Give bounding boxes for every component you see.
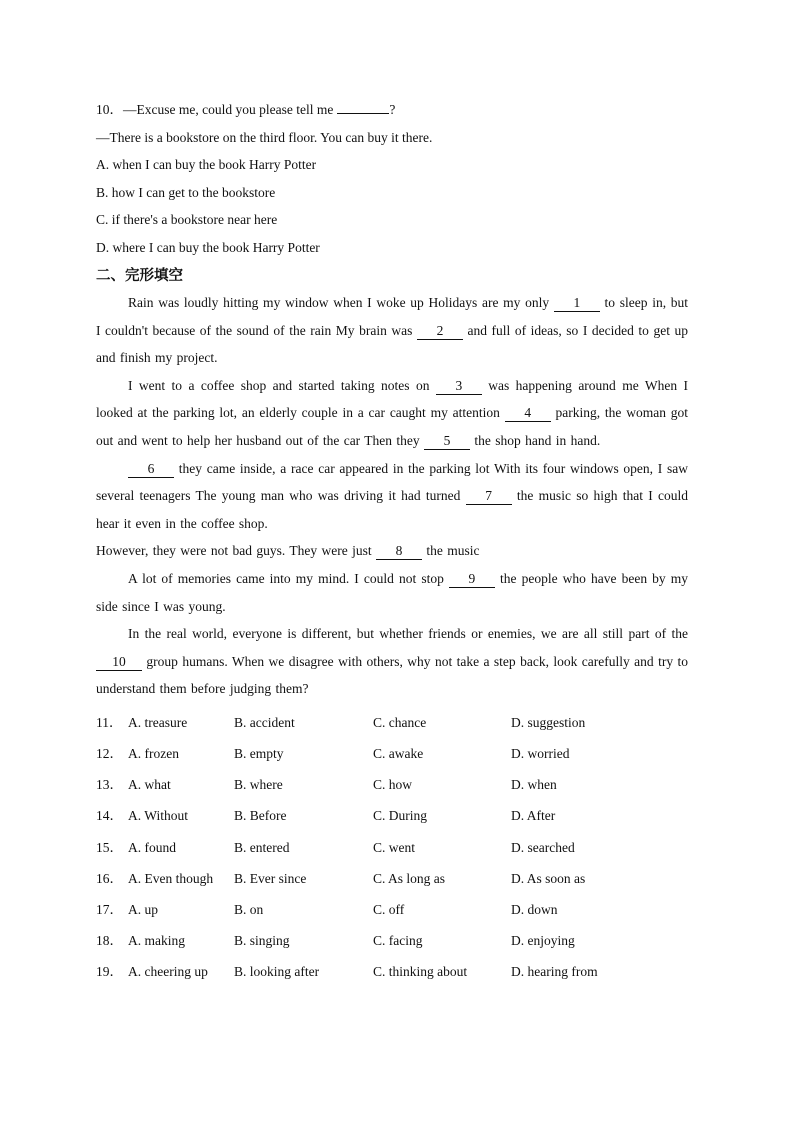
- option-d: D. where I can buy the book Harry Potter: [96, 239, 320, 255]
- passage-text: parking, the woman got out and went to help her husband out of the car Then they: [96, 405, 689, 448]
- option-a: A. frozen: [128, 746, 179, 762]
- passage-paragraph-5: [96, 565, 688, 620]
- option-c: C. As long as: [373, 870, 446, 886]
- option-b: B. Before: [234, 808, 287, 824]
- option-c: C. if there's a bookstore near here: [96, 212, 278, 227]
- question-number: 14．: [96, 808, 123, 824]
- option-c: C. facing: [373, 933, 423, 949]
- option-c: C. went: [373, 839, 415, 855]
- question-number: 19．: [96, 964, 123, 980]
- worksheet-page: [96, 96, 688, 988]
- option-row: [96, 707, 688, 738]
- option-d: D. After: [511, 808, 556, 824]
- answer-blank: [337, 97, 389, 114]
- question-prompt-end: ?: [389, 102, 396, 117]
- option-b: B. entered: [234, 839, 290, 855]
- option-b: B. how I can get to the bookstore: [96, 184, 276, 200]
- option-b: B. looking after: [234, 964, 320, 980]
- cloze-blank-8: 8: [376, 543, 422, 560]
- passage-text: the people who have been by my side since I was young.: [96, 570, 688, 614]
- option-b: B. on: [234, 902, 264, 918]
- option-c: C. chance: [373, 714, 427, 730]
- question-number: 17．: [96, 902, 123, 918]
- passage-text: In the real world, everyone is different, but whether friends or enemies, we are all still part of the: [128, 626, 688, 642]
- passage-text: group humans. When we disagree with others, why not take a step back, look carefully and try to understand them before judging them?: [96, 653, 689, 697]
- option-b: B. Ever since: [234, 870, 307, 886]
- option-row: [96, 769, 688, 800]
- option-d: D. when: [511, 777, 557, 793]
- question-prompt-text: 10．—Excuse me, could you please tell me: [96, 102, 334, 117]
- passage-text: A lot of memories came into my mind. I could not stop: [128, 570, 444, 586]
- passage-text: However, they were not bad guys. They were just: [96, 543, 372, 559]
- option-d: D. As soon as: [511, 870, 586, 886]
- option-c: C. how: [373, 777, 413, 793]
- cloze-blank-5: 5: [424, 433, 470, 450]
- option-a: A. found: [128, 839, 176, 855]
- passage-paragraph-4: [96, 537, 688, 565]
- question-prompt: [96, 96, 688, 124]
- cloze-blank-6: 6: [128, 461, 174, 478]
- option-a: A. what: [128, 777, 171, 793]
- cloze-blank-3: 3: [436, 378, 482, 395]
- option-row: [96, 738, 688, 769]
- option-row: [96, 894, 688, 925]
- question-10: [96, 96, 688, 261]
- option-row: [96, 832, 688, 863]
- option-d: D. searched: [511, 839, 575, 855]
- question-number: 16．: [96, 870, 123, 886]
- question-number: 15．: [96, 839, 123, 855]
- option-d: D. down: [511, 902, 558, 918]
- option-a: A. cheering up: [128, 964, 208, 980]
- option-d: D. worried: [511, 746, 570, 762]
- passage-text: and full of ideas, so I decided to get up and finish my project.: [96, 322, 689, 366]
- option-row: [96, 925, 688, 956]
- question-number: 11．: [96, 714, 123, 730]
- passage-text: was happening around me When I looked at the parking lot, an elderly couple in a car caught my attention: [96, 377, 688, 421]
- cloze-blank-1: 1: [554, 295, 600, 312]
- option-b: B. accident: [234, 714, 295, 730]
- option-c: C. awake: [373, 746, 424, 762]
- option-c: C. During: [373, 808, 427, 824]
- option-d: D. suggestion: [511, 714, 586, 730]
- option-c: C. thinking about: [373, 964, 468, 980]
- passage-text: the shop hand in hand.: [474, 432, 601, 448]
- passage-paragraph-1: [96, 289, 688, 372]
- question-number: 13．: [96, 777, 123, 793]
- option-row: [96, 863, 688, 894]
- option-d: D. hearing from: [511, 964, 598, 980]
- option-a: A. up: [128, 902, 158, 918]
- passage-text: to sleep in, but I couldn't because of the sound of the rain My brain was: [96, 295, 689, 338]
- passage-text: they came inside, a race car appeared in the parking lot With its four windows open, I saw several teenagers The young man who was driving it had turned: [96, 460, 689, 504]
- option-a: A. making: [128, 933, 185, 949]
- passage-paragraph-6: [96, 620, 688, 703]
- option-b: B. where: [234, 777, 283, 793]
- passage-paragraph-2: [96, 372, 688, 455]
- question-number: 18．: [96, 933, 123, 949]
- option-a: A. Without: [128, 808, 188, 824]
- cloze-blank-9: 9: [449, 571, 495, 588]
- passage-text: the music so high that I could hear it even in the coffee shop.: [96, 488, 689, 531]
- option-c: C. off: [373, 902, 405, 918]
- option-a: A. when I can buy the book Harry Potter: [96, 157, 317, 172]
- passage-paragraph-3: [96, 455, 688, 538]
- option-a: A. Even though: [128, 870, 214, 886]
- section-heading: 二、完形填空: [96, 268, 183, 284]
- option-d: D. enjoying: [511, 933, 575, 949]
- option-a: A. treasure: [128, 714, 188, 730]
- option-b: B. singing: [234, 933, 290, 949]
- option-row: [96, 800, 688, 831]
- cloze-blank-7: 7: [466, 488, 512, 505]
- option-table: [96, 707, 688, 988]
- option-b: B. empty: [234, 746, 284, 762]
- passage-text: Rain was loudly hitting my window when I woke up Holidays are my only: [128, 295, 550, 310]
- cloze-blank-10: 10: [96, 654, 142, 671]
- passage-text: the music: [426, 543, 480, 559]
- cloze-blank-2: 2: [417, 323, 463, 340]
- option-row: [96, 956, 688, 987]
- question-number: 12．: [96, 746, 123, 762]
- question-reply: —There is a bookstore on the third floor. You can buy it there.: [96, 129, 433, 145]
- cloze-blank-4: 4: [505, 405, 551, 422]
- passage-text: I went to a coffee shop and started taking notes on: [128, 377, 430, 393]
- cloze-passage: [96, 289, 688, 703]
